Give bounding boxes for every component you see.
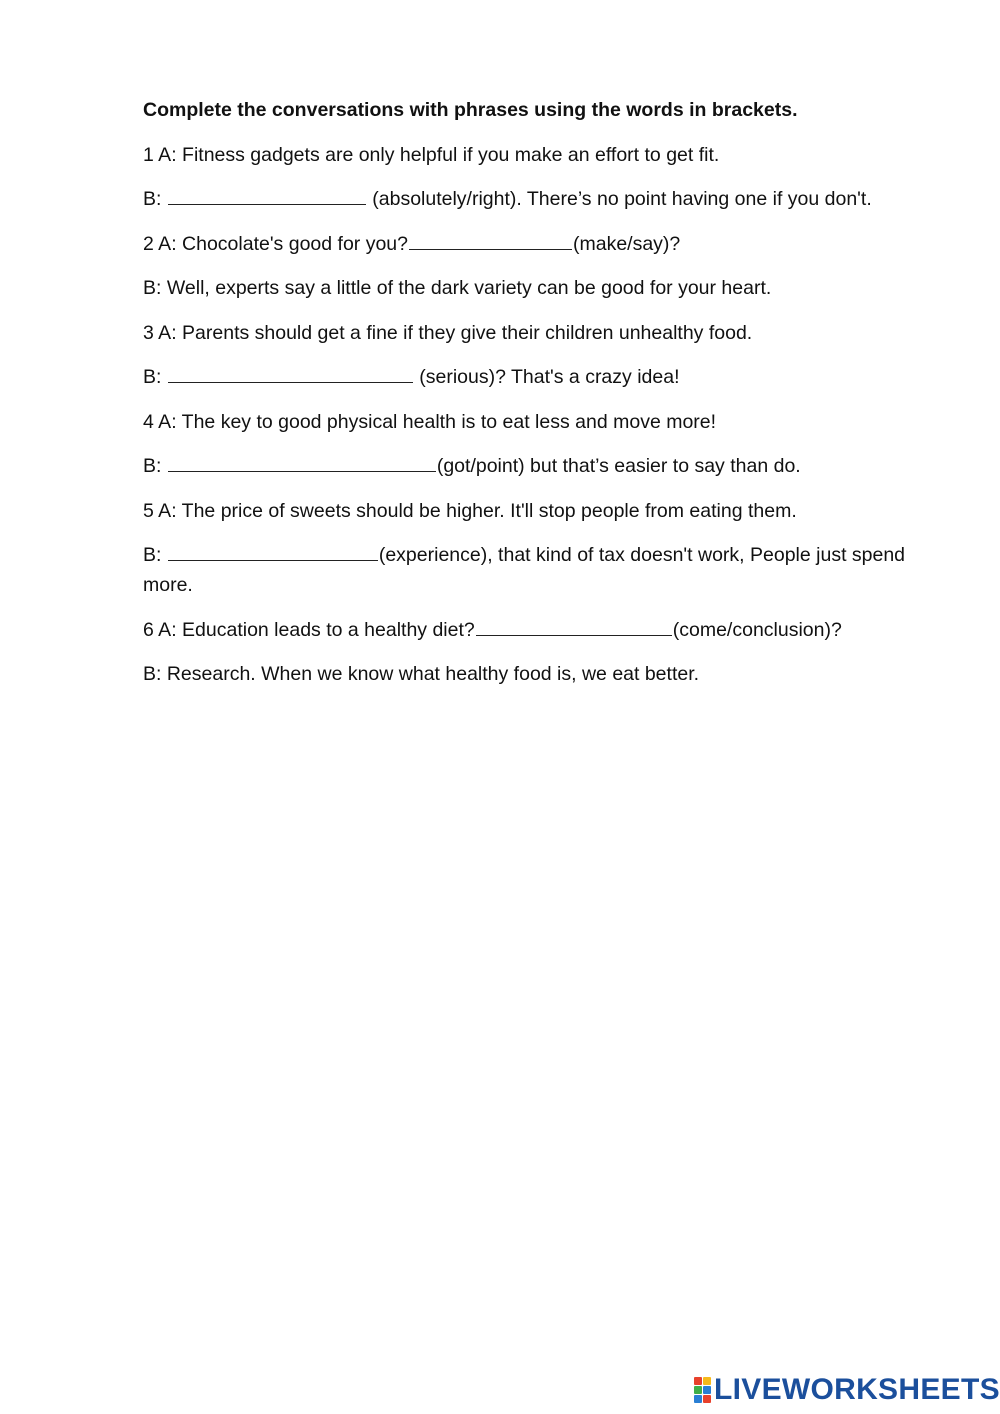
answer-blank-4[interactable] — [168, 452, 436, 472]
liveworksheets-logo-icon — [694, 1377, 711, 1403]
line-text: 1 A: Fitness gadgets are only helpful if you make an effort to get fit. — [143, 143, 720, 166]
line-text: 4 A: The key to good physical health is to eat less and move more! — [143, 410, 717, 433]
line-5a — [143, 496, 913, 526]
liveworksheets-logo — [694, 1373, 1000, 1407]
answer-blank-5[interactable] — [168, 541, 378, 561]
line-text: B: — [143, 366, 167, 388]
line-2a — [143, 229, 913, 259]
line-1b — [143, 184, 913, 214]
line-6a — [143, 615, 913, 645]
line-text: (got/point) but that’s easier to say than do. — [436, 455, 801, 477]
line-text: B: Well, experts say a little of the dark variety can be good for your heart. — [143, 277, 772, 299]
line-text: 6 A: Education leads to a healthy diet? — [143, 618, 475, 641]
line-5b — [143, 540, 913, 600]
logo-text: LIVEWORKSHEETS — [714, 1373, 1000, 1406]
line-1a — [143, 140, 913, 170]
answer-blank-6[interactable] — [476, 616, 672, 636]
line-3a — [143, 318, 913, 348]
answer-blank-1[interactable] — [168, 185, 366, 205]
line-text: 2 A: Chocolate's good for you? — [143, 232, 408, 255]
line-2b — [143, 273, 913, 303]
line-text: (make/say)? — [572, 232, 681, 255]
line-6b — [143, 659, 913, 689]
line-4a — [143, 407, 913, 437]
line-text: B: — [143, 544, 167, 566]
worksheet — [143, 95, 913, 704]
line-text: B: Research. When we know what healthy food is, we eat better. — [143, 663, 700, 685]
line-text: (experience), that kind of tax doesn't work, People just spend more. — [143, 544, 906, 596]
line-text: (serious)? That's a crazy idea! — [413, 366, 680, 388]
instruction-heading: Complete the conversations with phrases using the words in brackets. — [143, 99, 798, 121]
answer-blank-2[interactable] — [409, 230, 572, 250]
answer-blank-3[interactable] — [168, 363, 413, 383]
line-text: B: — [143, 188, 167, 210]
line-text: (come/conclusion)? — [672, 618, 842, 641]
line-text: 3 A: Parents should get a fine if they give their children unhealthy food. — [143, 321, 753, 344]
line-text: 5 A: The price of sweets should be higher. It'll stop people from eating them. — [143, 499, 797, 522]
line-text: B: — [143, 455, 167, 477]
line-text: (absolutely/right). There’s no point having one if you don't. — [366, 188, 872, 210]
line-4b — [143, 451, 913, 481]
line-3b — [143, 362, 913, 392]
